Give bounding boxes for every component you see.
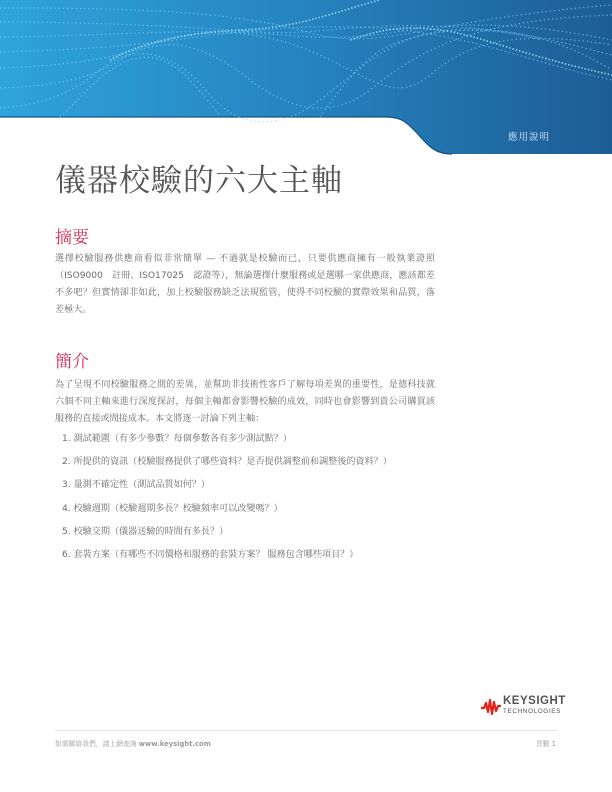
page-title: 儀器校驗的六大主軸 (55, 163, 343, 199)
keysight-logo (481, 695, 581, 721)
list-item: 4. 校驗週期（校驗週期多長？校驗頻率可以改變嗎？） (62, 503, 283, 514)
page-number: 頁數 1 (535, 740, 556, 748)
list-item: 5. 校驗交期（儀器送驗的時間有多長？） (62, 526, 229, 537)
footer-divider (55, 730, 557, 731)
footer-website-link[interactable]: www.keysight.com (138, 740, 211, 748)
introduction-paragraph: 為了呈現不同校驗服務之間的差異，並幫助非技術性客戶了解每項差異的重要性，是德科技就六個不同主軸來進行深度探討，每個主軸都會影響校驗的成效，同時也會影響到貴公司購買該服務的直接或間接成本。本文將逐一討論下列主軸： (55, 380, 435, 424)
list-item: 6. 套裝方案（有哪些不同價格和服務的套裝方案？ 服務包含哪些項目？） (62, 549, 359, 560)
logo-wordmark: KEYSIGHT (503, 695, 566, 707)
section-heading-introduction: 簡介 (55, 352, 89, 372)
section-heading-abstract: 摘要 (55, 228, 89, 248)
document-type-label: 應用說明 (508, 132, 551, 143)
list-item: 1. 測試範圍（有多少參數？每個參數各有多少測試點？） (62, 434, 292, 444)
footer-contact (55, 738, 211, 748)
logo-tagline: TECHNOLOGIES (503, 708, 561, 715)
keysight-wave-icon (481, 698, 501, 716)
header-banner (0, 0, 612, 155)
abstract-paragraph: 選擇校驗服務供應商看似非常簡單 — 不過就是校驗而已，只要供應商擁有一般執業證照（ISO9000 註冊、ISO17025 認證等），無論選擇什麼服務或是選哪一家供應商，應該都差不多吧？但實情卻非如此，加上校驗服務缺乏法規監管，使得不同校驗的實際效果和品質，落差極大。 (55, 254, 435, 315)
footer-contact-text: 如需聯絡我們，請上網查詢 (55, 740, 137, 748)
list-item: 3. 量測不確定性（測試品質如何？） (62, 480, 210, 491)
list-item: 2. 所提供的資訊（校驗服務提供了哪些資料？是否提供調整前和調整後的資料？） (62, 457, 392, 468)
topics-list (62, 432, 392, 571)
